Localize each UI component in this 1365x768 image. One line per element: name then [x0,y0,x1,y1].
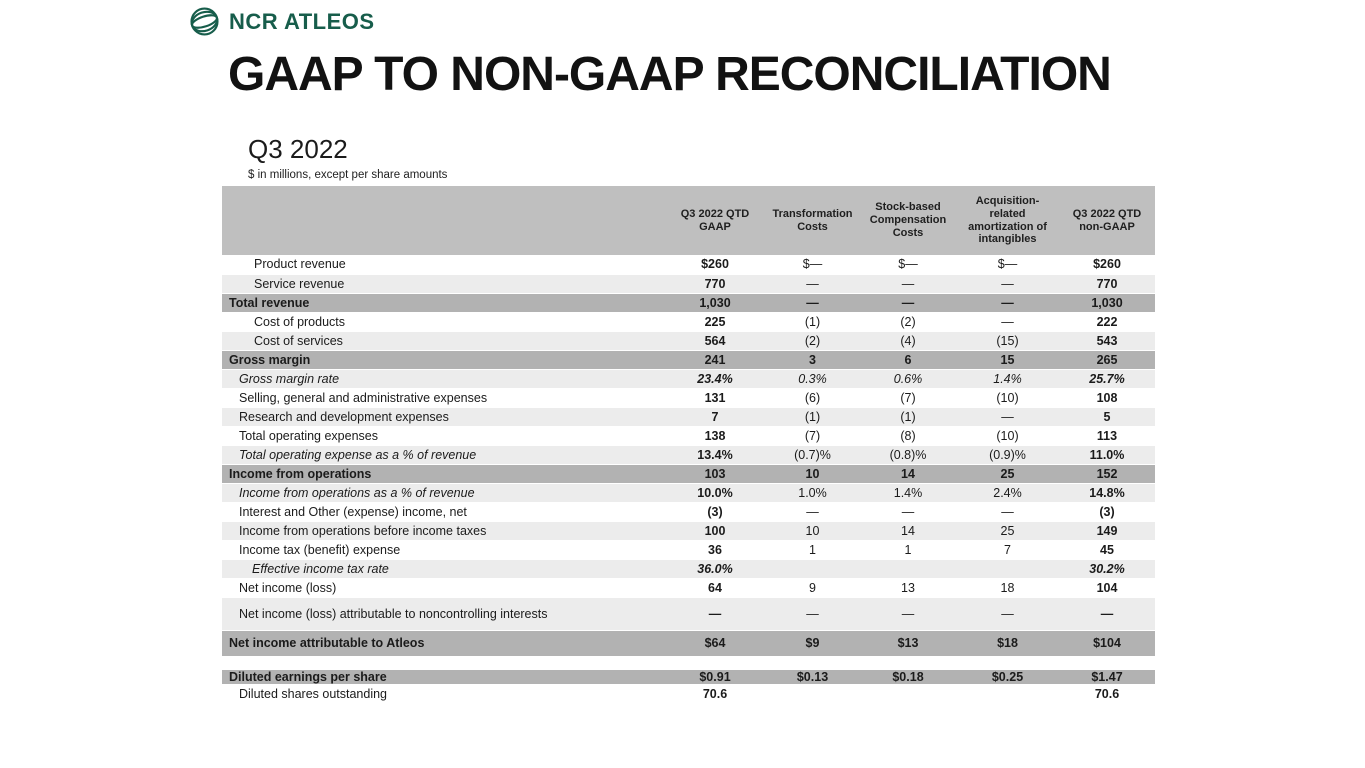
cell-value: (2) [765,331,860,350]
cell-value: 149 [1059,521,1155,540]
row-label: Gross margin rate [222,369,665,388]
cell-value: 770 [1059,274,1155,293]
cell-value: $0.91 [665,663,765,685]
cell-value: 13 [860,578,956,597]
cell-value: — [956,597,1059,630]
cell-value: — [860,502,956,521]
cell-value: $9 [765,630,860,663]
cell-value: — [765,502,860,521]
cell-value: $64 [665,630,765,663]
row-label: Diluted earnings per share [222,663,665,685]
cell-value: 10 [765,464,860,483]
cell-value: — [665,597,765,630]
row-label: Income from operations before income taxes [222,521,665,540]
cell-value: 1.0% [765,483,860,502]
logo-text: NCR ATLEOS [229,8,375,34]
cell-value: (4) [860,331,956,350]
cell-value: 1.4% [860,483,956,502]
row-label: Diluted shares outstanding [222,685,665,704]
row-label: Total operating expense as a % of revenue [222,445,665,464]
table-row [222,685,1155,704]
table-row [222,663,1155,685]
cell-value: 152 [1059,464,1155,483]
row-label: Research and development expenses [222,407,665,426]
cell-value: (1) [860,407,956,426]
cell-value: $1.47 [1059,663,1155,685]
cell-value: (15) [956,331,1059,350]
cell-value: — [765,597,860,630]
units-note: $ in millions, except per share amounts [248,169,448,181]
cell-value: (0.9)% [956,445,1059,464]
row-label: Income from operations as a % of revenue [222,483,665,502]
cell-value: 11.0% [1059,445,1155,464]
cell-value: 7 [665,407,765,426]
cell-value: (8) [860,426,956,445]
table-row [222,464,1155,483]
logo [189,6,375,37]
row-label: Interest and Other (expense) income, net [222,502,665,521]
cell-value: (6) [765,388,860,407]
cell-value: — [956,274,1059,293]
cell-value: 0.3% [765,369,860,388]
cell-value: 0.6% [860,369,956,388]
cell-value: 564 [665,331,765,350]
period-title: Q3 2022 [248,134,348,164]
cell-value: 70.6 [1059,685,1155,704]
table-row [222,559,1155,578]
row-label: Income tax (benefit) expense [222,540,665,559]
row-label: Net income attributable to Atleos [222,630,665,663]
cell-value: 3 [765,350,860,369]
cell-value [956,559,1059,578]
table-row [222,350,1155,369]
table-row [222,630,1155,663]
cell-value: 9 [765,578,860,597]
cell-value: — [860,293,956,312]
cell-value: (3) [665,502,765,521]
row-label: Cost of products [222,312,665,331]
globe-icon [189,6,220,37]
cell-value: (7) [765,426,860,445]
cell-value: 113 [1059,426,1155,445]
cell-value [765,685,860,704]
row-label: Total operating expenses [222,426,665,445]
cell-value: 25 [956,521,1059,540]
table-row [222,388,1155,407]
table-row [222,540,1155,559]
cell-value: 103 [665,464,765,483]
period-block [248,134,447,181]
cell-value: 770 [665,274,765,293]
cell-value: (1) [765,407,860,426]
cell-value: $13 [860,630,956,663]
cell-value [765,559,860,578]
cell-value: $104 [1059,630,1155,663]
cell-value: — [860,274,956,293]
cell-value: 1,030 [1059,293,1155,312]
cell-value: — [1059,597,1155,630]
cell-value: (3) [1059,502,1155,521]
cell-value: 241 [665,350,765,369]
cell-value: 64 [665,578,765,597]
row-label: Gross margin [222,350,665,369]
row-label: Income from operations [222,464,665,483]
table-row [222,274,1155,293]
table-row [222,426,1155,445]
cell-value [956,685,1059,704]
cell-value: 1,030 [665,293,765,312]
table-row [222,331,1155,350]
cell-value: 18 [956,578,1059,597]
cell-value: $— [860,255,956,274]
cell-value: (10) [956,388,1059,407]
table-row [222,483,1155,502]
cell-value [860,559,956,578]
cell-value: 23.4% [665,369,765,388]
cell-value: $— [956,255,1059,274]
cell-value: 265 [1059,350,1155,369]
column-header: Q3 2022 QTD GAAP [665,186,765,255]
cell-value: 10 [765,521,860,540]
cell-value: 6 [860,350,956,369]
cell-value: $260 [1059,255,1155,274]
cell-value: 30.2% [1059,559,1155,578]
row-label: Net income (loss) [222,578,665,597]
column-header: Q3 2022 QTD non-GAAP [1059,186,1155,255]
cell-value: $18 [956,630,1059,663]
cell-value: $260 [665,255,765,274]
cell-value: 100 [665,521,765,540]
cell-value: 104 [1059,578,1155,597]
row-label: Selling, general and administrative expenses [222,388,665,407]
cell-value: 25 [956,464,1059,483]
row-label: Total revenue [222,293,665,312]
table-row [222,369,1155,388]
cell-value: 36.0% [665,559,765,578]
cell-value: 36 [665,540,765,559]
column-header: Stock-based Compensation Costs [860,186,956,255]
cell-value: — [956,502,1059,521]
row-label: Effective income tax rate [222,559,665,578]
cell-value: $— [765,255,860,274]
cell-value: $0.13 [765,663,860,685]
page-title: GAAP TO NON-GAAP RECONCILIATION [228,48,1111,101]
cell-value: $0.18 [860,663,956,685]
cell-value: 45 [1059,540,1155,559]
cell-value: 7 [956,540,1059,559]
table-row [222,502,1155,521]
cell-value: 70.6 [665,685,765,704]
cell-value: — [956,293,1059,312]
cell-value: — [765,274,860,293]
column-header: Acquisition-related amortization of intangibles [956,186,1059,255]
cell-value: 2.4% [956,483,1059,502]
column-header [222,186,665,255]
row-label: Service revenue [222,274,665,293]
cell-value: 13.4% [665,445,765,464]
cell-value: (1) [765,312,860,331]
reconciliation-table [222,186,1155,704]
table-row [222,521,1155,540]
cell-value: (0.8)% [860,445,956,464]
cell-value: 1 [860,540,956,559]
cell-value: — [765,293,860,312]
cell-value: 14 [860,464,956,483]
cell-value: 1 [765,540,860,559]
table-row [222,597,1155,630]
cell-value: 225 [665,312,765,331]
cell-value: (10) [956,426,1059,445]
cell-value [860,685,956,704]
cell-value: 10.0% [665,483,765,502]
table-row [222,255,1155,274]
cell-value: — [956,312,1059,331]
cell-value: 222 [1059,312,1155,331]
cell-value: 14.8% [1059,483,1155,502]
cell-value: (7) [860,388,956,407]
table-header-row [222,186,1155,255]
cell-value: 543 [1059,331,1155,350]
cell-value: 25.7% [1059,369,1155,388]
cell-value: 15 [956,350,1059,369]
cell-value: (0.7)% [765,445,860,464]
table-row [222,312,1155,331]
cell-value: 14 [860,521,956,540]
cell-value: $0.25 [956,663,1059,685]
cell-value: 108 [1059,388,1155,407]
cell-value: 138 [665,426,765,445]
row-label: Cost of services [222,331,665,350]
cell-value: 131 [665,388,765,407]
cell-value: (2) [860,312,956,331]
cell-value: — [860,597,956,630]
table-row [222,445,1155,464]
row-label: Product revenue [222,255,665,274]
row-label: Net income (loss) attributable to noncontrolling interests [222,597,665,630]
column-header: Transformation Costs [765,186,860,255]
cell-value: 1.4% [956,369,1059,388]
table-row [222,293,1155,312]
cell-value: — [956,407,1059,426]
table-row [222,407,1155,426]
table-row [222,578,1155,597]
reconciliation-table-body [222,255,1155,704]
cell-value: 5 [1059,407,1155,426]
